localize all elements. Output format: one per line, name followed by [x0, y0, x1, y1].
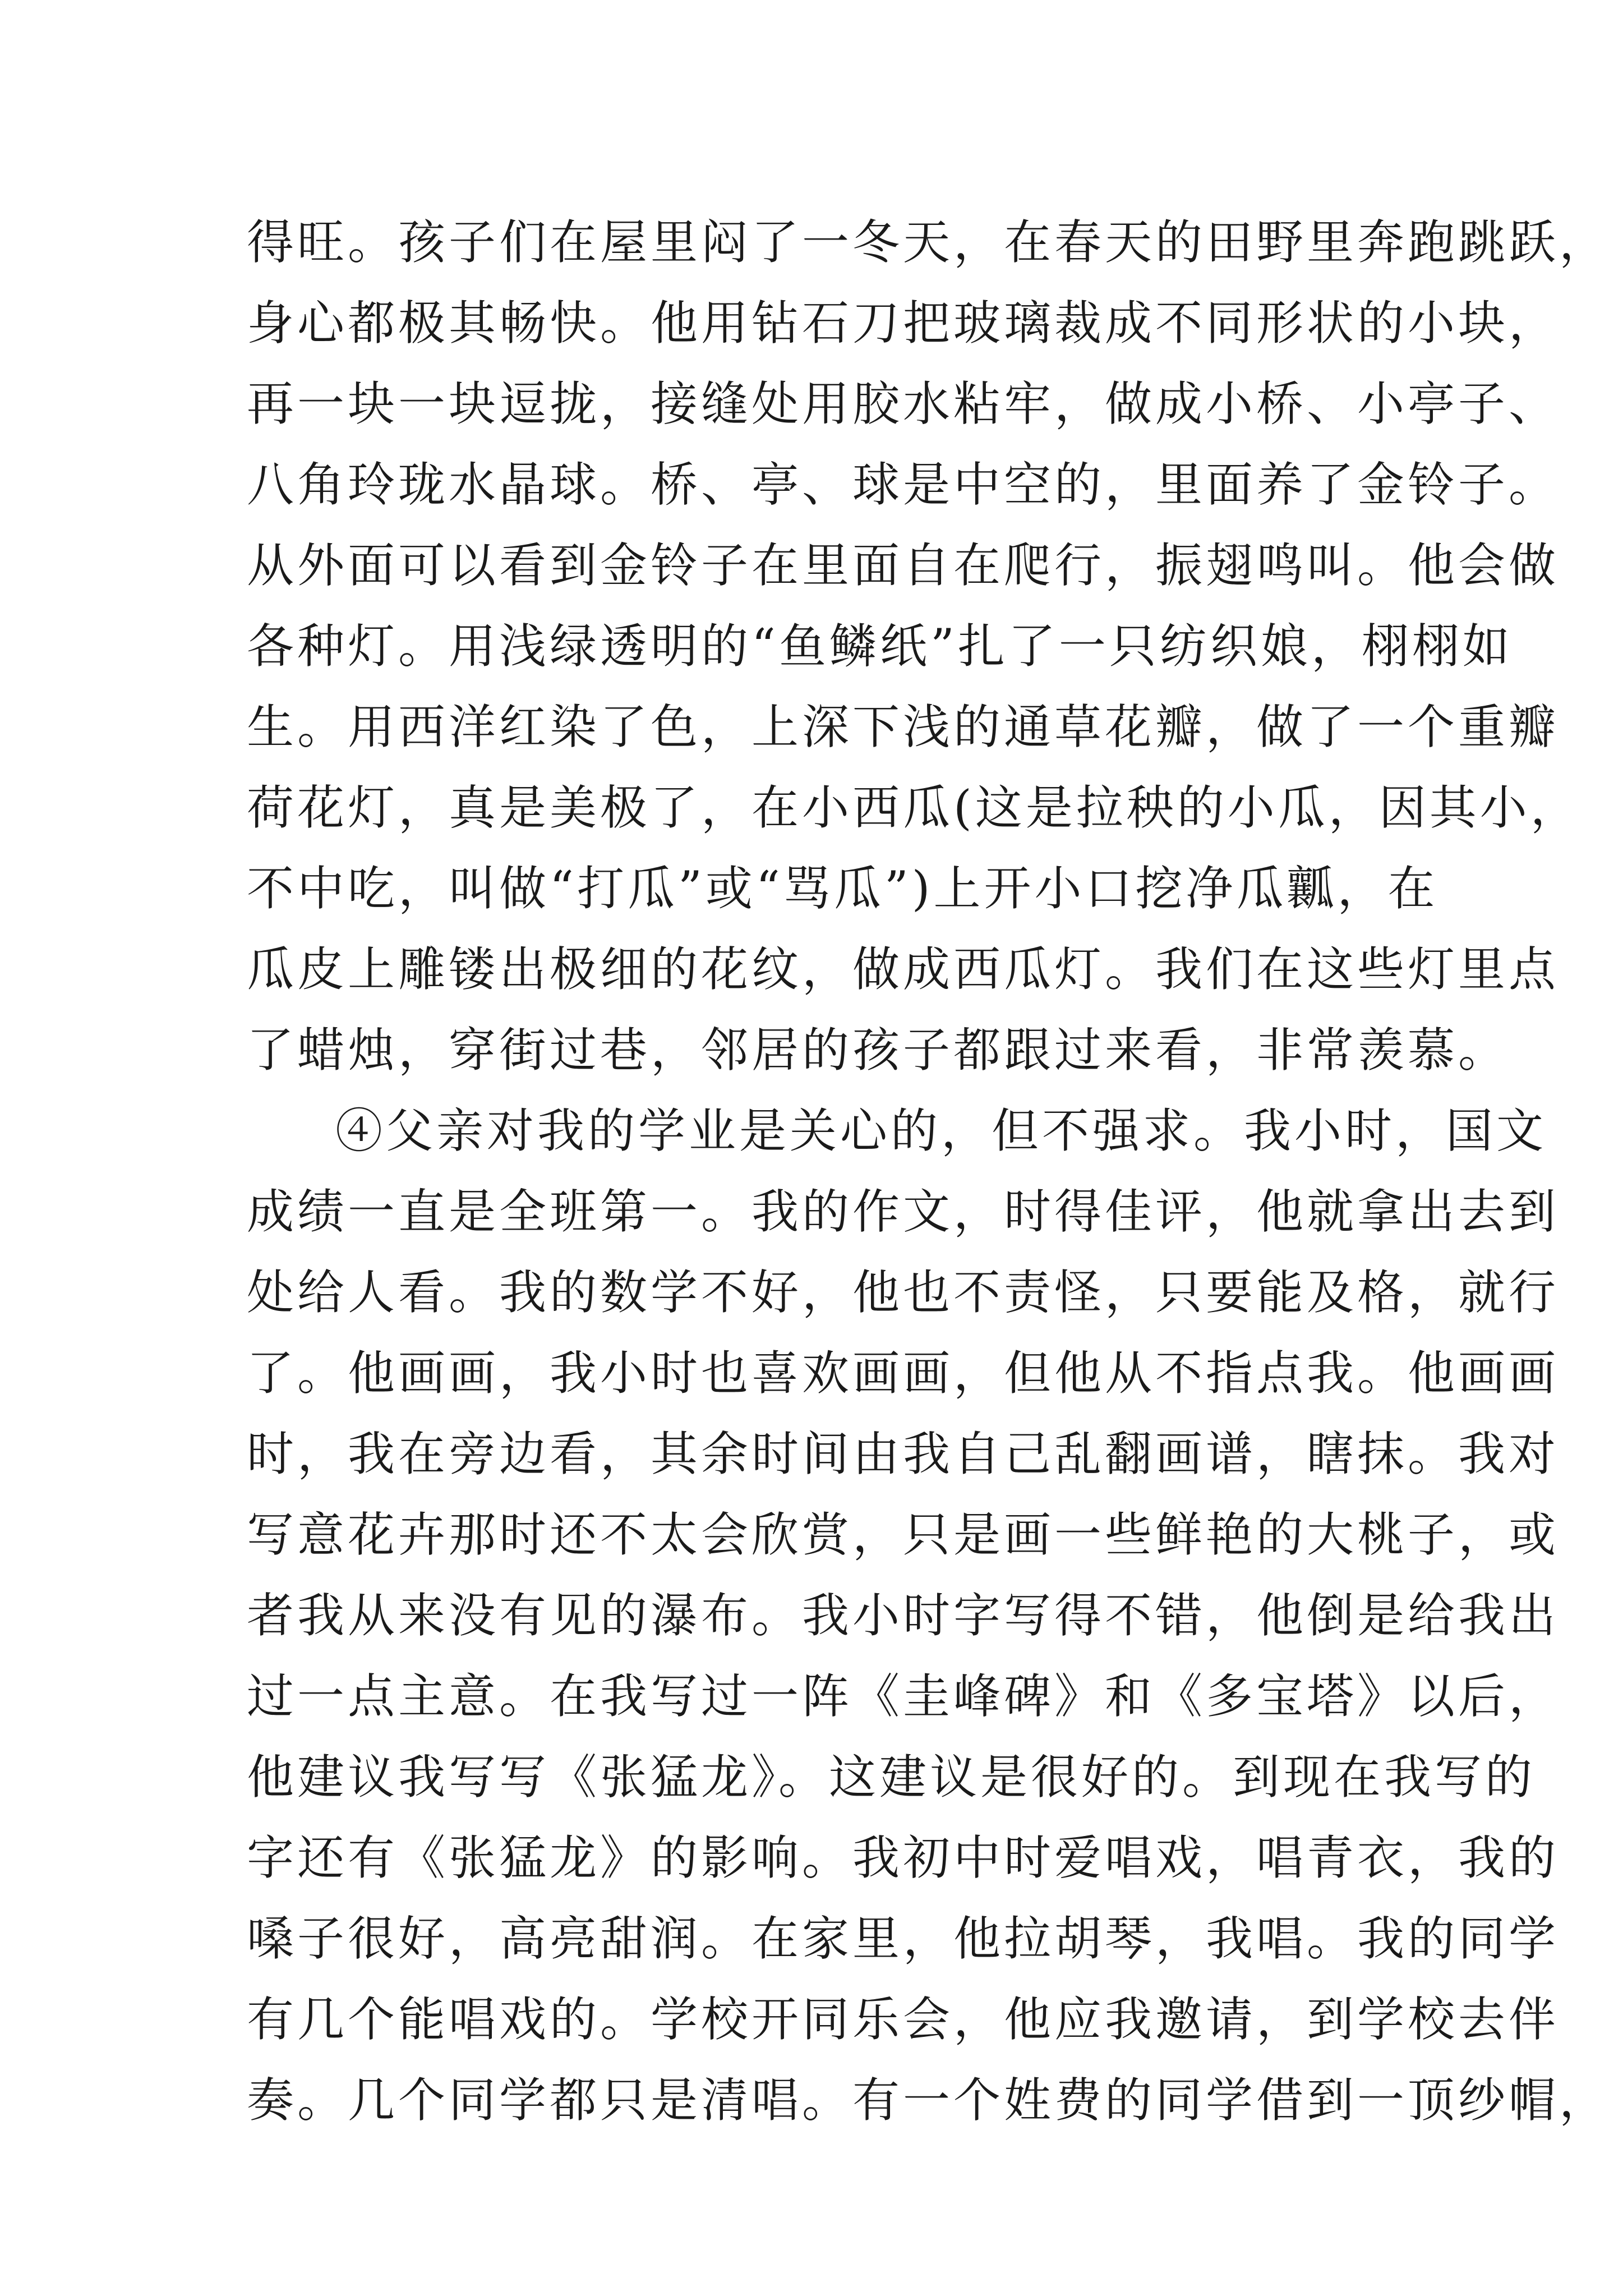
text-line: 不中吃，叫做“打瓜”或“骂瓜”)上开小口挖净瓜瓤，在	[247, 861, 1438, 916]
text-line: 从外面可以看到金铃子在里面自在爬行，振翅鸣叫。他会做	[247, 538, 1560, 593]
text-line: 各种灯。用浅绿透明的“鱼鳞纸”扎了一只纺织娘，栩栩如	[247, 619, 1513, 674]
text-line: 八角玲珑水晶球。桥、亭、球是中空的，里面养了金铃子。	[247, 457, 1560, 512]
text-line: 成绩一直是全班第一。我的作文，时得佳评，他就拿出去到	[247, 1184, 1560, 1239]
text-line: 他建议我写写《张猛龙》。这建议是很好的。到现在我写的	[247, 1750, 1536, 1805]
text-line: 了。他画画，我小时也喜欢画画，但他从不指点我。他画画	[247, 1346, 1560, 1401]
text-line: 奏。几个同学都只是清唱。有一个姓费的同学借到一顶纱帽，	[247, 2073, 1610, 2128]
text-line: 身心都极其畅快。他用钻石刀把玻璃裁成不同形状的小块，	[247, 296, 1560, 351]
text-line: 了蜡烛，穿街过巷，邻居的孩子都跟过来看，非常羡慕。	[247, 1023, 1509, 1078]
text-line: 得旺。孩子们在屋里闷了一冬天，在春天的田野里奔跑跳跃，	[247, 215, 1610, 270]
text-line: 处给人看。我的数学不好，他也不责怪，只要能及格，就行	[247, 1265, 1560, 1320]
text-line: 时，我在旁边看，其余时间由我自己乱翻画谱，瞎抹。我对	[247, 1427, 1560, 1481]
paragraph-start-line: ④父亲对我的学业是关心的，但不强求。我小时，国文	[335, 1103, 1547, 1158]
text-line: 荷花灯，真是美极了，在小西瓜(这是拉秧的小瓜，因其小，	[247, 780, 1581, 835]
text-line: 生。用西洋红染了色，上深下浅的通草花瓣，做了一个重瓣	[247, 700, 1560, 754]
text-line: 者我从来没有见的瀑布。我小时字写得不错，他倒是给我出	[247, 1588, 1560, 1643]
text-line: 字还有《张猛龙》的影响。我初中时爱唱戏，唱青衣，我的	[247, 1830, 1560, 1885]
text-line: 嗓子很好，高亮甜润。在家里，他拉胡琴，我唱。我的同学	[247, 1911, 1560, 1966]
text-line: 有几个能唱戏的。学校开同乐会，他应我邀请，到学校去伴	[247, 1992, 1560, 2047]
body-text	[247, 202, 1610, 2141]
text-line: 再一块一块逗拢，接缝处用胶水粘牢，做成小桥、小亭子、	[247, 376, 1560, 431]
text-line: 过一点主意。在我写过一阵《圭峰碑》和《多宝塔》以后，	[247, 1669, 1560, 1724]
text-line: 写意花卉那时还不太会欣赏，只是画一些鲜艳的大桃子，或	[247, 1507, 1560, 1562]
text-line: 瓜皮上雕镂出极细的花纹，做成西瓜灯。我们在这些灯里点	[247, 942, 1560, 997]
